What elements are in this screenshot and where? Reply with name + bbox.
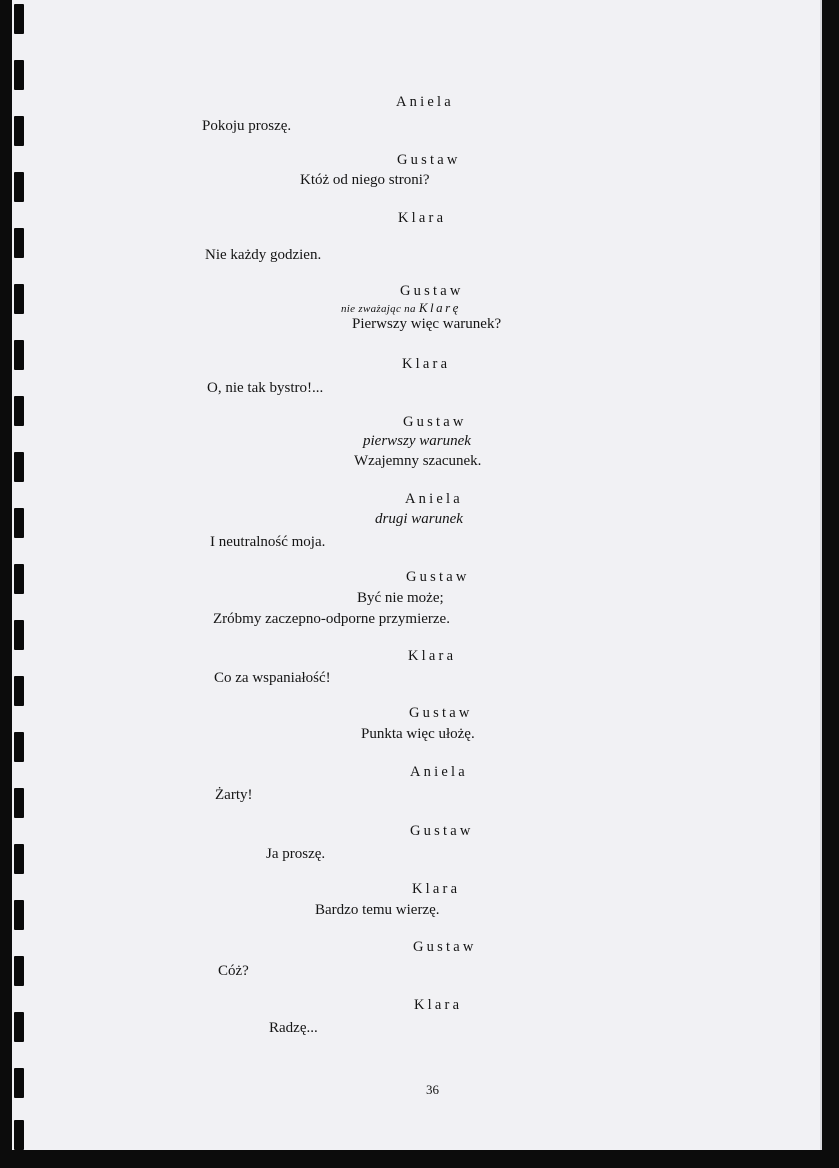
- stage-direction-name: Klarę: [418, 300, 461, 315]
- script-page: [12, 0, 822, 1150]
- spiral-binding: [0, 0, 40, 1168]
- speaker-name: Gustaw: [406, 569, 470, 585]
- dialogue-line: Bardzo temu wierzę.: [315, 902, 440, 918]
- speaker-name: Klara: [412, 881, 461, 897]
- binding-hole: [14, 452, 24, 482]
- speaker-name: Gustaw: [413, 939, 477, 955]
- speaker-name: Gustaw: [397, 152, 461, 168]
- page-number: 36: [426, 1082, 439, 1097]
- binding-hole: [14, 620, 24, 650]
- stage-direction: pierwszy warunek: [363, 433, 471, 449]
- dialogue-line: Być nie może;: [357, 590, 444, 606]
- speaker-name: Klara: [408, 648, 457, 664]
- speaker-name: Aniela: [410, 764, 468, 780]
- binding-hole: [14, 284, 24, 314]
- speaker-name: Gustaw: [410, 823, 474, 839]
- binding-hole: [14, 340, 24, 370]
- binding-hole: [14, 508, 24, 538]
- dialogue-line: Punkta więc ułożę.: [361, 726, 475, 742]
- dialogue-line: Ja proszę.: [266, 846, 326, 862]
- binding-hole: [14, 564, 24, 594]
- speaker-name: Aniela: [405, 491, 463, 507]
- dialogue-line: Pierwszy więc warunek?: [352, 316, 502, 332]
- dialogue-line: I neutralność moja.: [210, 534, 326, 550]
- binding-hole: [14, 228, 24, 258]
- dialogue-line: Co za wspaniałość!: [214, 670, 331, 686]
- binding-hole: [14, 4, 24, 34]
- binding-hole: [14, 1068, 24, 1098]
- dialogue-line: O, nie tak bystro!...: [207, 380, 324, 396]
- speaker-name: Klara: [398, 210, 447, 226]
- dialogue-line: Cóż?: [218, 963, 249, 979]
- binding-hole: [14, 732, 24, 762]
- stage-direction: drugi warunek: [375, 511, 463, 527]
- binding-hole: [14, 788, 24, 818]
- binding-hole: [14, 116, 24, 146]
- binding-hole: [14, 900, 24, 930]
- speaker-name: Klara: [402, 356, 451, 372]
- binding-hole: [14, 60, 24, 90]
- dialogue-line: Pokoju proszę.: [202, 118, 292, 134]
- speaker-name: Klara: [414, 997, 463, 1013]
- dialogue-line: Radzę...: [269, 1020, 318, 1036]
- binding-hole: [14, 1012, 24, 1042]
- dialogue-line: Któż od niego stroni?: [300, 172, 430, 188]
- dialogue-line: Nie każdy godzien.: [205, 247, 322, 263]
- stage-direction-text: nie zważając na: [341, 303, 416, 315]
- binding-hole: [14, 396, 24, 426]
- dialogue-line: Zróbmy zaczepno-odporne przymierze.: [213, 611, 450, 627]
- speaker-name: Gustaw: [403, 414, 467, 430]
- binding-hole: [14, 172, 24, 202]
- binding-hole: [14, 676, 24, 706]
- speaker-name: Gustaw: [409, 705, 473, 721]
- binding-hole: [14, 1120, 24, 1150]
- binding-hole: [14, 844, 24, 874]
- speaker-name: Gustaw: [400, 283, 464, 299]
- dialogue-line: Żarty!: [215, 787, 253, 803]
- speaker-name: Aniela: [396, 94, 454, 110]
- dialogue-line: Wzajemny szacunek.: [354, 453, 482, 469]
- binding-hole: [14, 956, 24, 986]
